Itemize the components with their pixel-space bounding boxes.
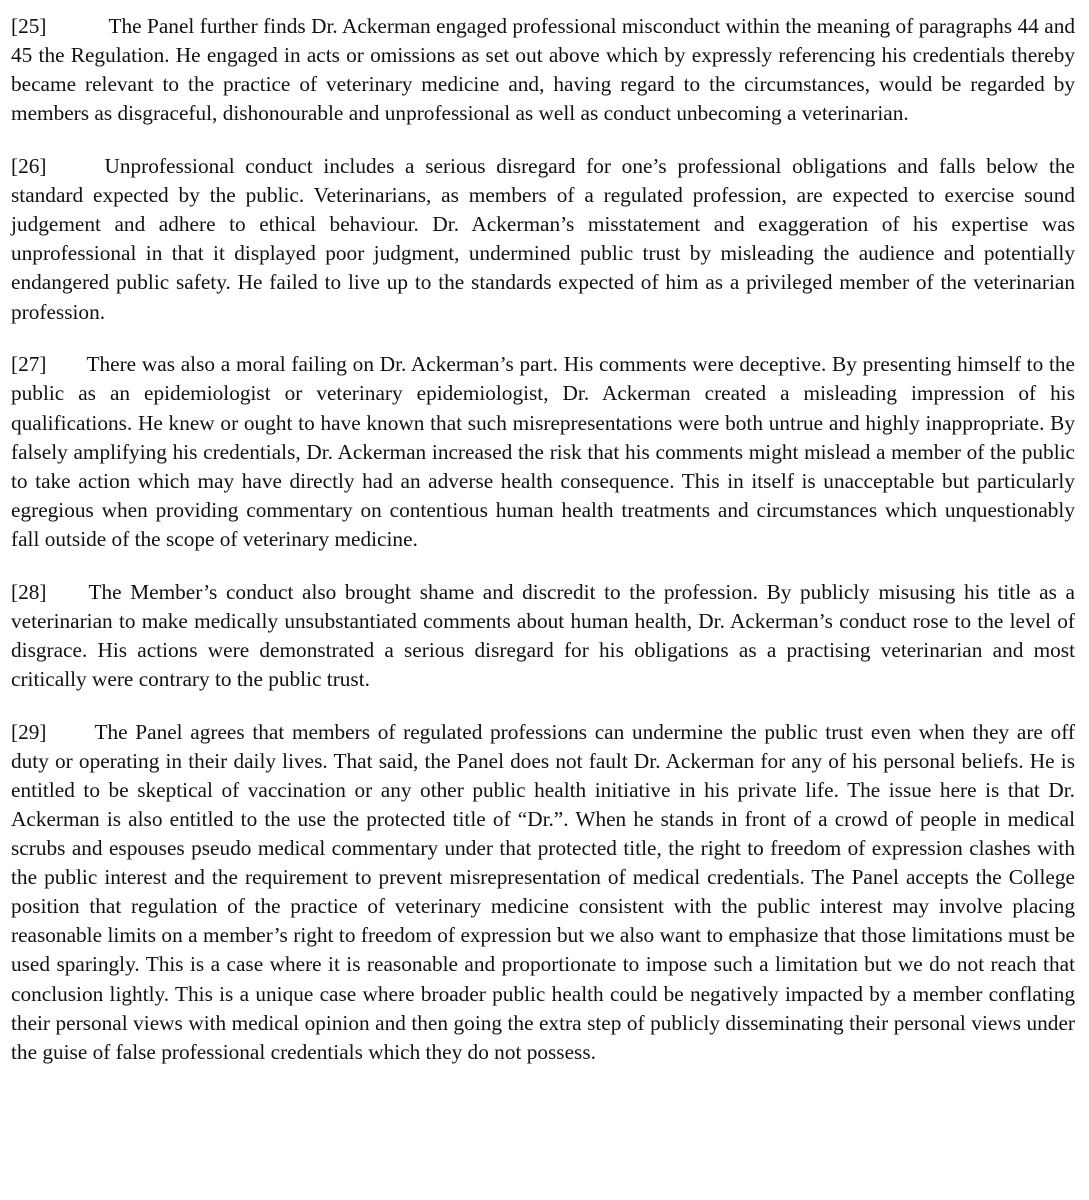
paragraph-number: [26]	[11, 154, 47, 179]
paragraph-27	[11, 350, 1075, 554]
paragraph-number: [27]	[11, 352, 47, 377]
paragraph-26	[11, 152, 1075, 327]
paragraph-29	[11, 718, 1075, 1067]
paragraph-text: The Panel agrees that members of regulated professions can undermine the public trust even when they are off duty or operating in their daily lives. That said, the Panel does not fault Dr. Ackerman for any of his personal beliefs. He is entitled to be skeptical of vaccination or any other public health initiative in his private life. The issue here is that Dr. Ackerman is also entitled to the use the protected title of “Dr.”. When he stands in front of a crowd of people in medical scrubs and espouses pseudo medical commentary under that protected title, the right to freedom of expression clashes with the public interest and the requirement to prevent misrepresentation of medical credentials. The Panel accepts the College position that regulation of the practice of veterinary medicine consistent with the public interest may involve placing reasonable limits on a member’s right to freedom of expression but we also want to emphasize that those limitations must be used sparingly. This is a case where it is reasonable and proportionate to impose such a limitation but we do not reach that conclusion lightly. This is a unique case where broader public health could be negatively impacted by a member conflating their personal views with medical opinion and then going the extra step of publicly disseminating their personal views under the guise of false professional credentials which they do not possess.	[11, 719, 1075, 1064]
paragraph-text: The Panel further finds Dr. Ackerman engaged professional misconduct within the meaning of paragraphs 44 and 45 the Regulation. He engaged in acts or omissions as set out above which by expressly referencing his credentials thereby became relevant to the practice of veterinary medicine and, having regard to the circumstances, would be regarded by members as disgraceful, dishonourable and unprofessional as well as conduct unbecoming a veterinarian.	[11, 14, 1075, 126]
paragraph-number: [28]	[11, 579, 47, 604]
paragraph-text: The Member’s conduct also brought shame and discredit to the profession. By publicly misusing his title as a veterinarian to make medically unsubstantiated comments about human health, Dr. Ackerman’s conduct rose to the level of disgrace. His actions were demonstrated a serious disregard for his obligations as a practising veterinarian and most critically were contrary to the public trust.	[11, 579, 1075, 691]
paragraph-number: [29]	[11, 719, 47, 744]
paragraph-text: Unprofessional conduct includes a serious disregard for one’s professional obligations and falls below the standard expected by the public. Veterinarians, as members of a regulated profession, are expected to exercise sound judgement and adhere to ethical behaviour. Dr. Ackerman’s misstatement and exaggeration of his expertise was unprofessional in that it displayed poor judgment, undermined public trust by misleading the audience and potentially endangered public safety. He failed to live up to the standards expected of him as a privileged member of the veterinarian profession.	[11, 154, 1075, 324]
paragraph-25	[11, 12, 1075, 128]
paragraph-text: There was also a moral failing on Dr. Ackerman’s part. His comments were deceptive. By presenting himself to the public as an epidemiologist or veterinary epidemiologist, Dr. Ackerman created a misleading impression of his qualifications. He knew or ought to have known that such misrepresentations were both untrue and highly inappropriate. By falsely amplifying his credentials, Dr. Ackerman increased the risk that his comments might mislead a member of the public to take action which may have directly had an adverse health consequence. This in itself is unacceptable but particularly egregious when providing commentary on contentious human health treatments and circumstances which unquestionably fall outside of the scope of veterinary medicine.	[11, 352, 1075, 551]
paragraph-number: [25]	[11, 14, 47, 38]
paragraph-28	[11, 578, 1075, 694]
